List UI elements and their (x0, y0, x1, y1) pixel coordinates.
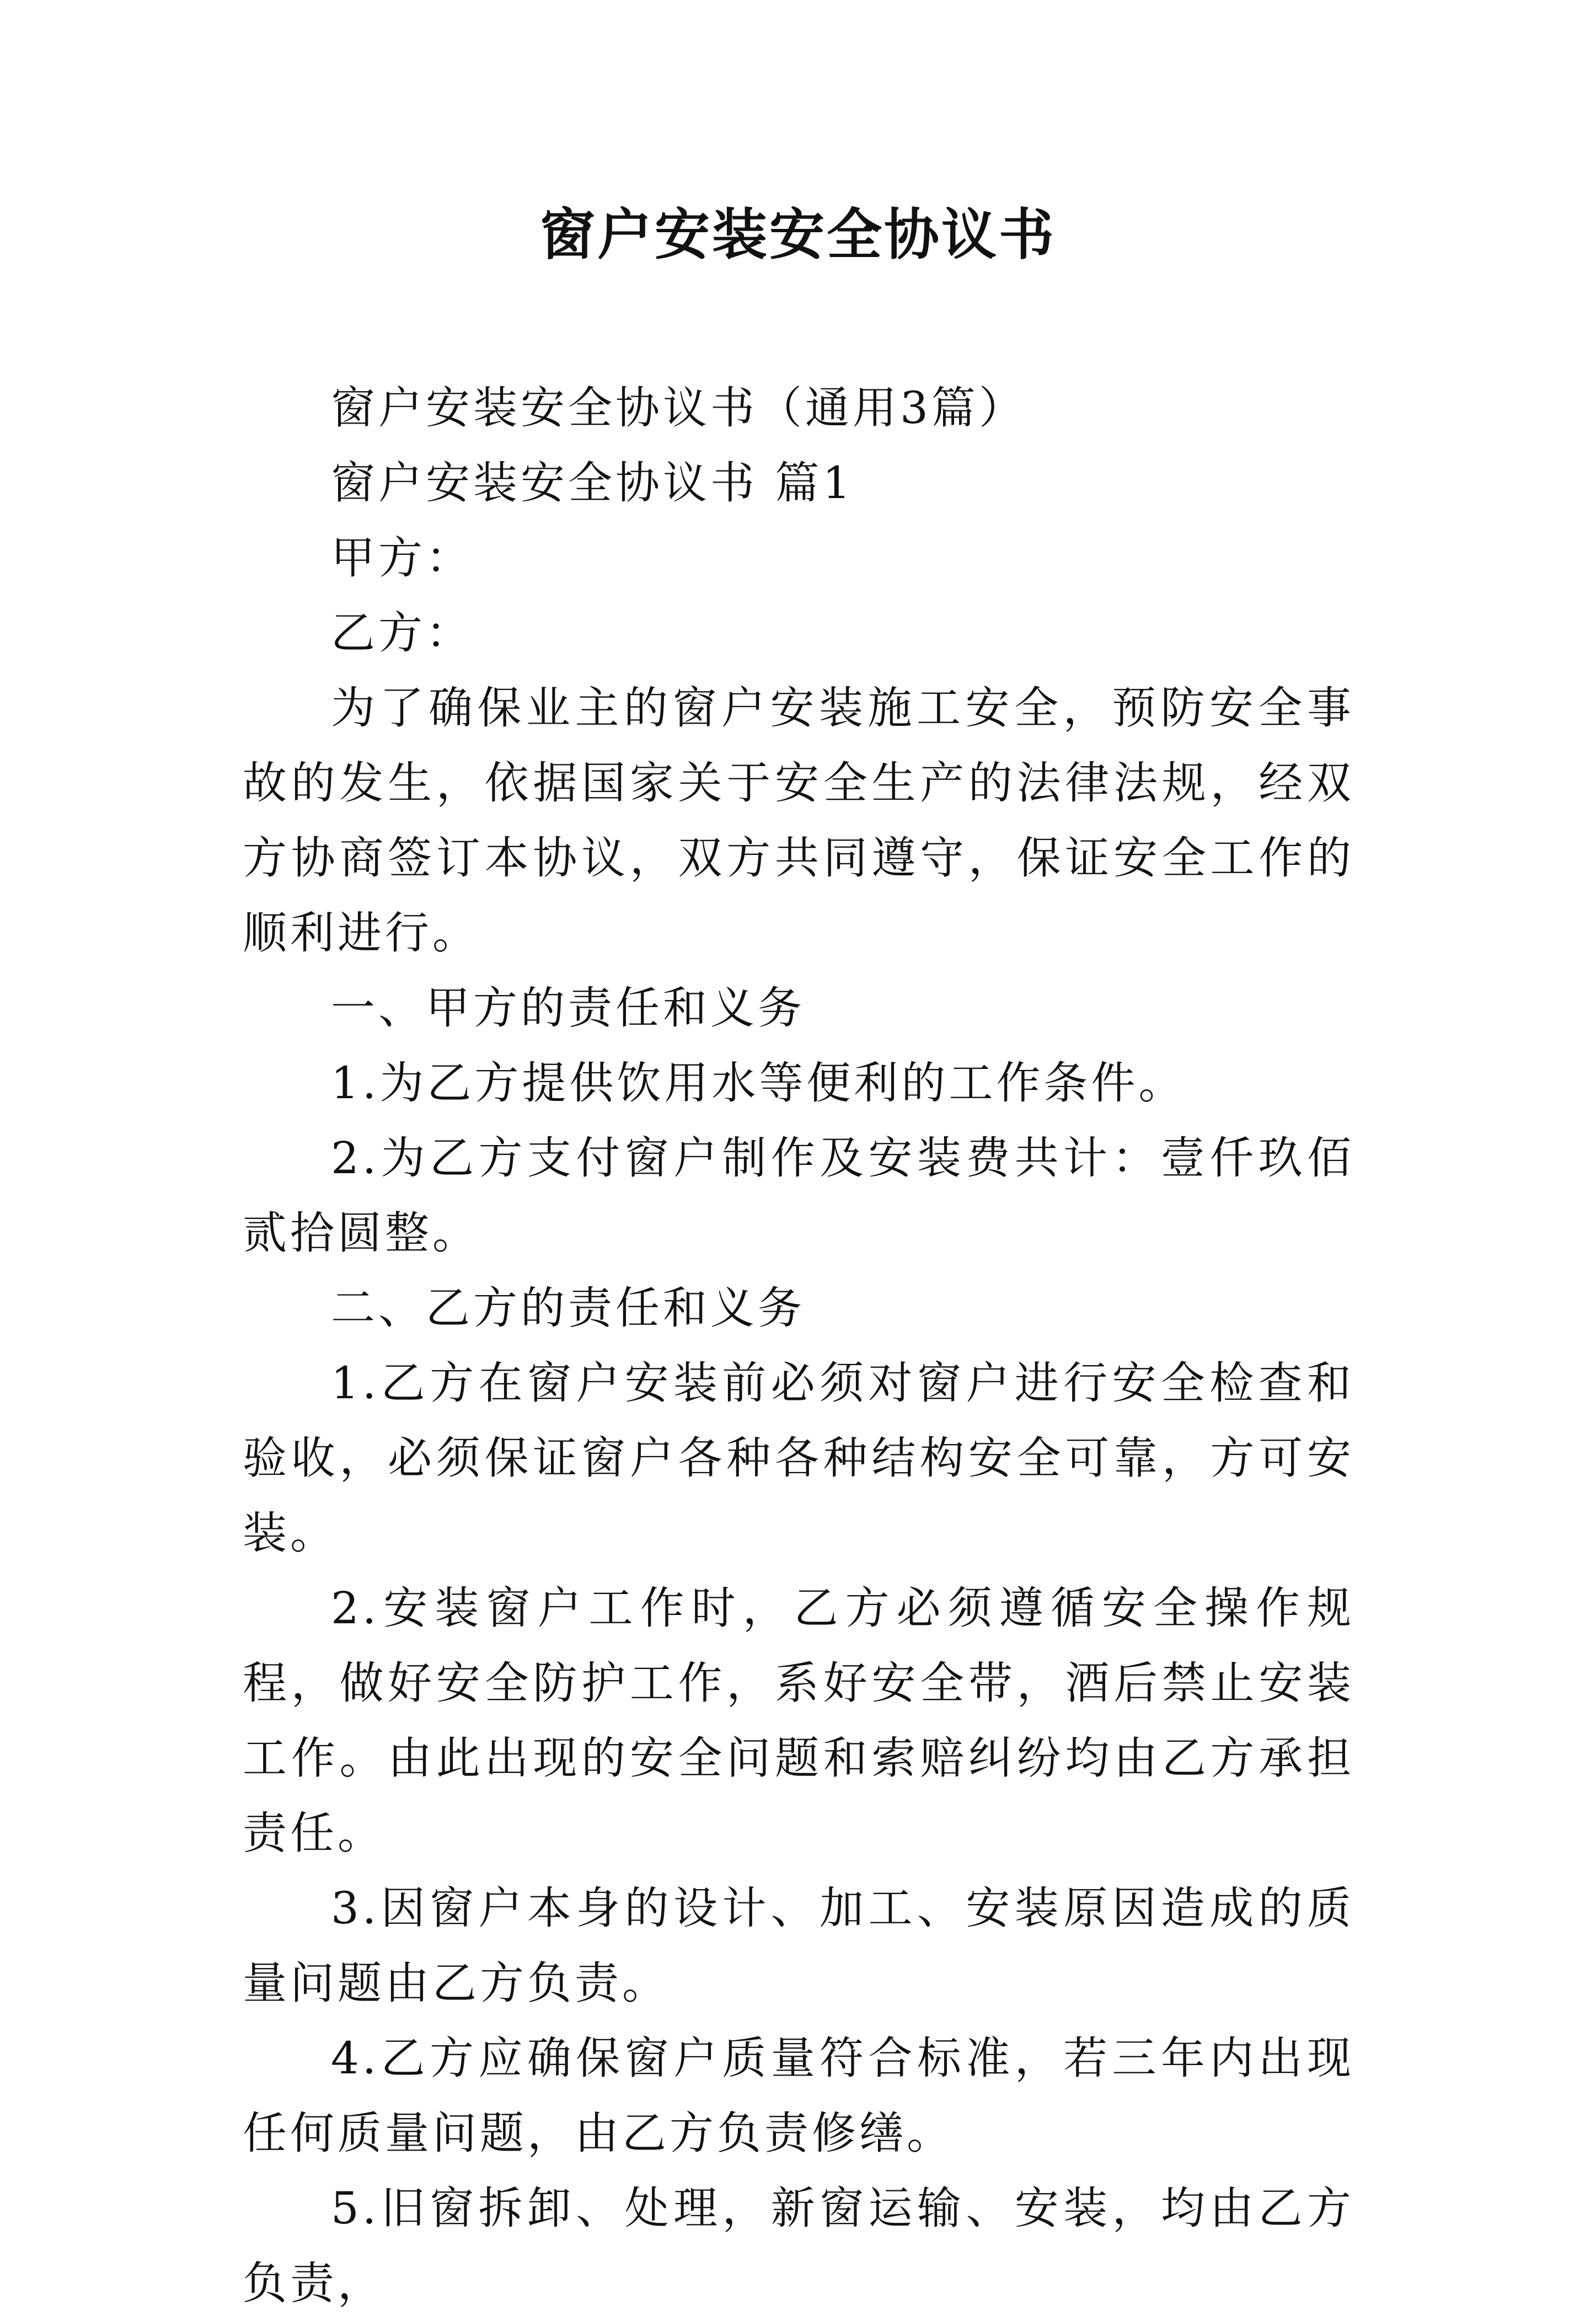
clause-item: 2.为乙方支付窗户制作及安装费共计：壹仟玖佰贰拾圆整。 (243, 1132, 1354, 1259)
party-a-line: 甲方： (331, 532, 473, 584)
clause-item: 3.因窗户本身的设计、加工、安装原因造成的质量问题由乙方负责。 (243, 1883, 1354, 2009)
party-b-line: 乙方： (331, 607, 473, 659)
clause-item: 1.为乙方提供饮用水等便利的工作条件。 (331, 1057, 1186, 1109)
document-title: 窗户安装安全协议书 (540, 202, 1056, 267)
clause-item: 2.安装窗户工作时，乙方必须遵循安全操作规程，做好安全防护工作，系好安全带，酒后禁止安装工作。由此出现的安全问题和索赔纠纷均由乙方承担责任。 (243, 1582, 1354, 1859)
clause-heading-party-b: 二、乙方的责任和义务 (331, 1282, 805, 1334)
intro-paragraph: 为了确保业主的窗户安装施工安全，预防安全事故的发生，依据国家关于安全生产的法律法规，经双方协商签订本协议，双方共同遵守，保证安全工作的顺利进行。 (243, 682, 1354, 959)
clause-heading-party-a: 一、甲方的责任和义务 (331, 982, 805, 1034)
clause-item: 4.乙方应确保窗户质量符合标准，若三年内出现任何质量问题，由乙方负责修缮。 (243, 2033, 1354, 2159)
clause-item: 5.旧窗拆卸、处理，新窗运输、安装，均由乙方负责， (243, 2183, 1354, 2309)
document-body (243, 371, 1354, 2321)
subtitle-paragraph: 窗户安装安全协议书（通用3篇） (331, 382, 1026, 434)
section-heading: 窗户安装安全协议书 篇1 (331, 457, 854, 509)
clause-item: 1.乙方在窗户安装前必须对窗户进行安全检查和验收，必须保证窗户各种各种结构安全可靠，方可安装。 (243, 1357, 1354, 1559)
